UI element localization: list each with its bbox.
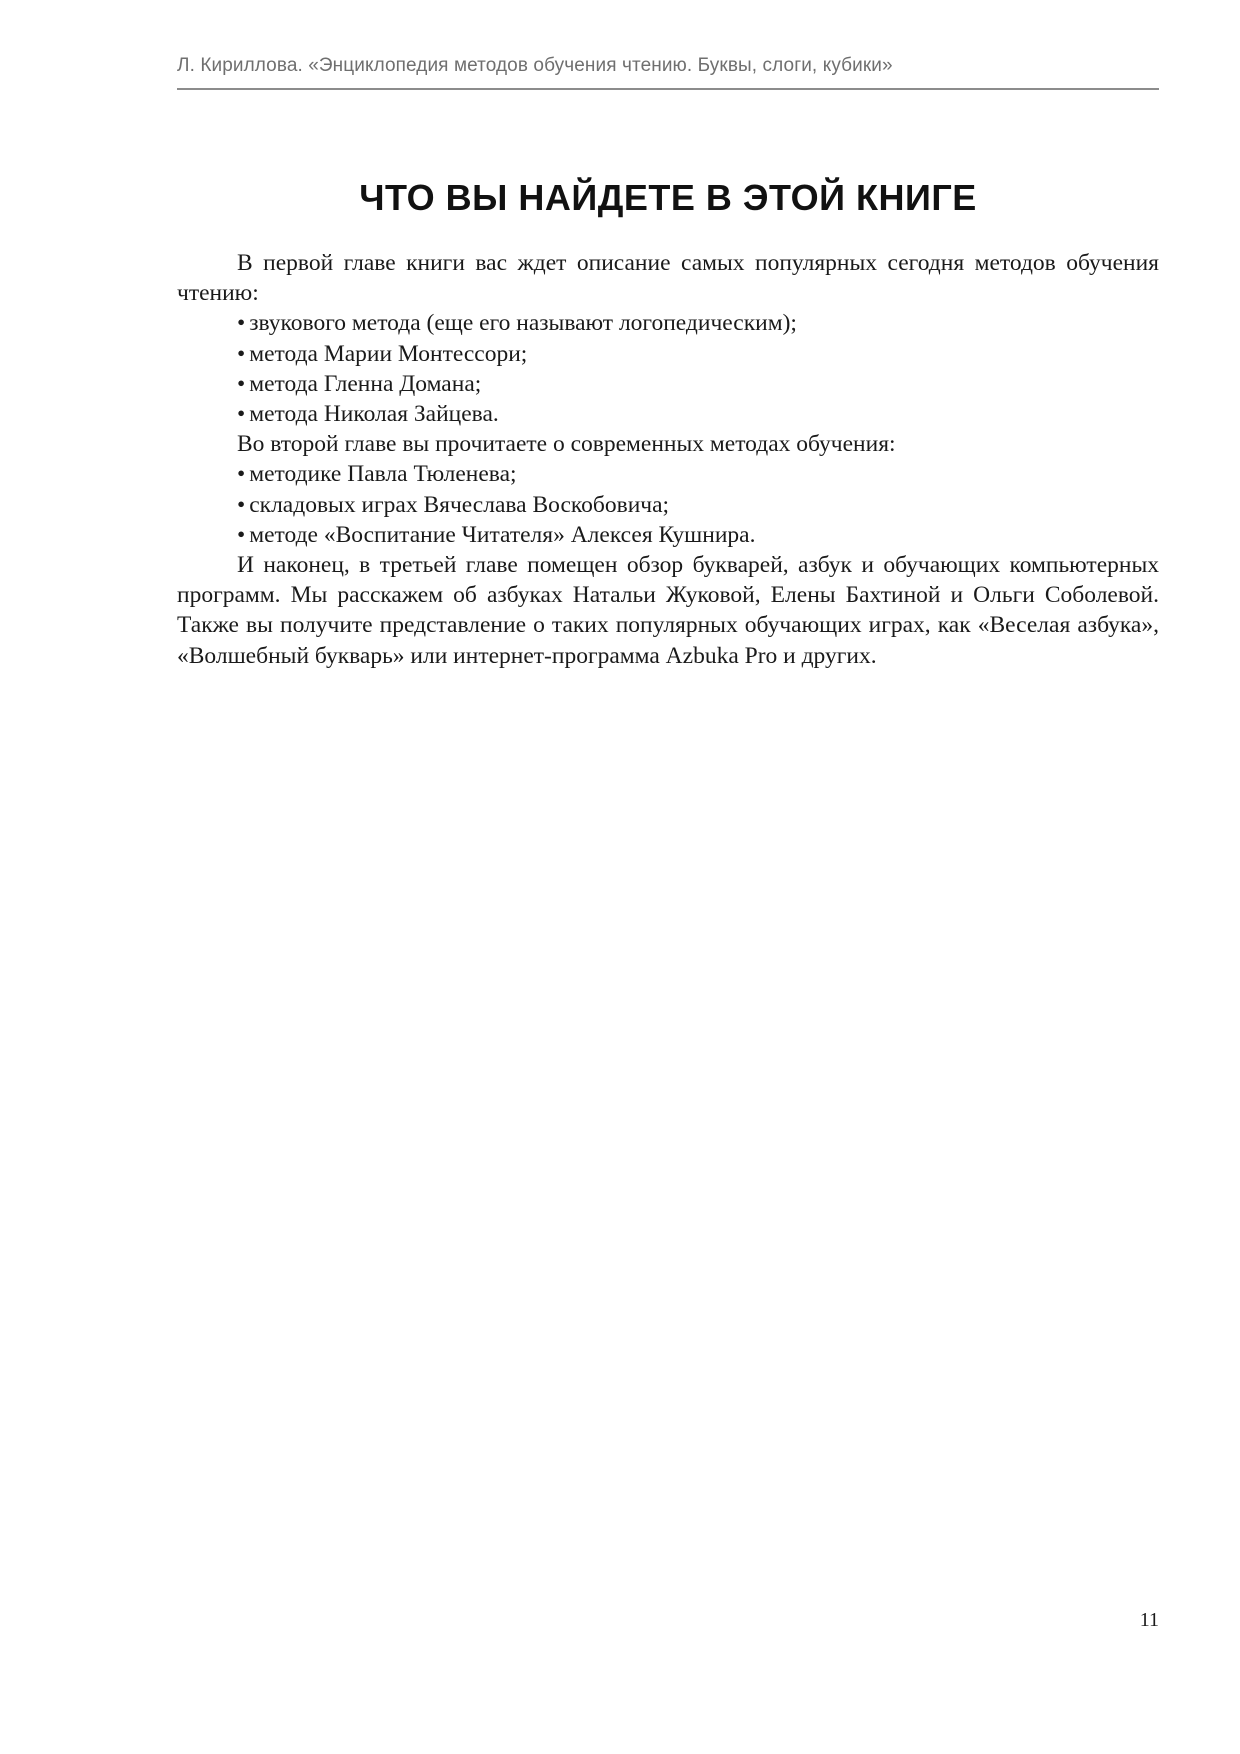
list-item <box>177 490 1159 520</box>
bullet: • <box>237 491 246 518</box>
list-item <box>177 308 1159 338</box>
list-item <box>177 339 1159 369</box>
running-header: Л. Кириллова. «Энциклопедия методов обучения чтению. Буквы, слоги, кубики» <box>177 55 893 76</box>
chapter2-intro: Во второй главе вы прочитаете о современных методах обучения: <box>237 431 896 458</box>
list-item-text: складовых играх Вячеслава Воскобовича; <box>249 491 670 518</box>
bullet: • <box>237 370 246 397</box>
list-item-text: метода Николая Зайцева. <box>249 401 499 428</box>
bullet: • <box>237 340 246 367</box>
list-item-text: методе «Воспитание Читателя» Алексея Кушнира. <box>249 521 756 548</box>
bullet: • <box>237 401 246 428</box>
list-item-text: метода Гленна Домана; <box>249 370 482 397</box>
bullet: • <box>237 461 246 488</box>
list-item <box>177 459 1159 489</box>
page-number: 11 <box>1139 1609 1159 1631</box>
list-item-text: метода Марии Монтессори; <box>249 340 528 367</box>
chapter3-paragraph: И наконец, в третьей главе помещен обзор букварей, азбук и обучающих компьютерных программ. Мы расскажем об азбуках Натальи Жуковой, Елены Бахтиной и Ольги Соболевой. Также вы получите представление о таких популярных обучающих играх, как «Веселая азбука», «Волшебный букварь» или интернет-программа Azbuka Pro и других. <box>177 552 1159 669</box>
list-item <box>177 369 1159 399</box>
bullet: • <box>237 310 246 337</box>
header-rule <box>177 88 1159 90</box>
list-item <box>177 399 1159 429</box>
page-title: ЧТО ВЫ НАЙДЕТЕ В ЭТОЙ КНИГЕ <box>359 177 977 218</box>
bullet: • <box>237 521 246 548</box>
list-item-text: звукового метода (еще его называют логопедическим); <box>249 310 797 337</box>
list-item <box>177 520 1159 550</box>
list-item-text: методике Павла Тюленева; <box>249 461 517 488</box>
body-text <box>177 248 1159 671</box>
intro-paragraph: В первой главе книги вас ждет описание самых популярных сегодня методов обучения чтению: <box>177 250 1159 307</box>
